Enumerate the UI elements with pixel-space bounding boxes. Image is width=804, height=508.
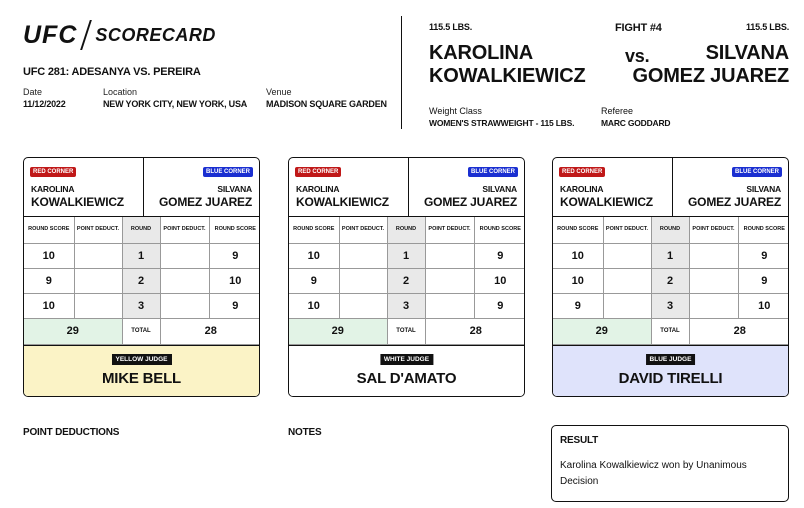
red-round-score: 10 — [24, 243, 74, 268]
score-header-row — [289, 217, 525, 243]
blue-round-score: 10 — [738, 293, 789, 318]
round-number: 3 — [387, 293, 425, 318]
judge-name: SAL D'AMATO — [356, 370, 457, 387]
round-row — [289, 243, 525, 268]
red-round-score: 10 — [24, 293, 74, 318]
header-red-point-deduct: POINT DEDUCT. — [74, 217, 122, 243]
judge-badge: BLUE JUDGE — [646, 354, 696, 365]
card-blue-fighter — [159, 184, 252, 209]
red-point-deduct — [74, 293, 122, 318]
header-blue-point-deduct: POINT DEDUCT. — [160, 217, 209, 243]
red-total: 29 — [553, 318, 651, 344]
header-round: ROUND — [651, 217, 689, 243]
weight-class-label: Weight Class — [429, 106, 482, 116]
judge-scorecard — [288, 157, 525, 397]
card-blue-last: GOMEZ JUAREZ — [159, 195, 252, 209]
header-round: ROUND — [387, 217, 425, 243]
header-divider — [401, 16, 402, 129]
header-red-round-score: ROUND SCORE — [553, 217, 603, 243]
score-table — [289, 217, 525, 345]
header-blue-round-score: ROUND SCORE — [209, 217, 260, 243]
header-round: ROUND — [122, 217, 160, 243]
total-label: TOTAL — [122, 318, 160, 344]
referee-label: Referee — [601, 106, 634, 116]
event-title: UFC 281: ADESANYA VS. PEREIRA — [23, 66, 201, 78]
referee-block — [601, 106, 670, 128]
red-point-deduct — [603, 293, 651, 318]
red-corner-badge: RED CORNER — [559, 167, 605, 177]
blue-point-deduct — [689, 243, 738, 268]
judge-name: DAVID TIRELLI — [618, 370, 723, 387]
judge-scorecard — [552, 157, 789, 397]
score-header-row — [24, 217, 260, 243]
venue-block — [266, 87, 387, 109]
judge-badge: WHITE JUDGE — [380, 354, 433, 365]
point-deductions-label: POINT DEDUCTIONS — [23, 427, 120, 438]
judge-area — [24, 345, 259, 397]
blue-point-deduct — [689, 293, 738, 318]
blue-round-score: 9 — [738, 243, 789, 268]
blue-round-score: 10 — [474, 268, 525, 293]
date-block — [23, 87, 66, 109]
round-row — [289, 293, 525, 318]
judge-area — [289, 345, 524, 397]
red-round-score: 10 — [553, 243, 603, 268]
header-blue-point-deduct: POINT DEDUCT. — [689, 217, 738, 243]
card-red-fighter — [560, 184, 653, 209]
red-point-deduct — [339, 268, 387, 293]
blue-total: 28 — [689, 318, 789, 344]
blue-total: 28 — [160, 318, 260, 344]
round-row — [24, 293, 260, 318]
red-total: 29 — [289, 318, 387, 344]
card-red-first: KAROLINA — [560, 184, 604, 194]
header-blue-round-score: ROUND SCORE — [474, 217, 525, 243]
blue-weight: 115.5 LBS. — [745, 22, 789, 32]
red-fighter-last: KOWALKIEWICZ — [429, 65, 586, 87]
card-red-fighter — [296, 184, 389, 209]
round-number: 2 — [387, 268, 425, 293]
blue-round-score: 9 — [738, 268, 789, 293]
blue-point-deduct — [425, 243, 474, 268]
blue-fighter-last: GOMEZ JUAREZ — [632, 65, 789, 87]
blue-round-score: 9 — [474, 293, 525, 318]
red-total: 29 — [24, 318, 122, 344]
blue-corner-badge: BLUE CORNER — [203, 167, 253, 177]
card-blue-last: GOMEZ JUAREZ — [688, 195, 781, 209]
weight-class-value: WOMEN'S STRAWWEIGHT - 115 LBS. — [429, 118, 575, 128]
score-table — [553, 217, 789, 345]
red-corner-badge: RED CORNER — [295, 167, 341, 177]
round-number: 1 — [651, 243, 689, 268]
blue-corner-badge: BLUE CORNER — [732, 167, 782, 177]
blue-point-deduct — [160, 243, 209, 268]
red-fighter-name — [429, 42, 585, 88]
round-row — [553, 243, 789, 268]
blue-point-deduct — [425, 293, 474, 318]
location-block — [103, 87, 247, 109]
blue-point-deduct — [160, 293, 209, 318]
date-label: Date — [23, 87, 43, 97]
round-number: 2 — [651, 268, 689, 293]
red-point-deduct — [74, 243, 122, 268]
card-blue-last: GOMEZ JUAREZ — [424, 195, 517, 209]
round-number: 3 — [122, 293, 160, 318]
judge-scorecard — [23, 157, 260, 397]
blue-fighter-name — [633, 42, 790, 88]
ufc-scorecard-logo — [23, 20, 216, 50]
fight-number: FIGHT #4 — [615, 22, 662, 34]
red-corner-badge: RED CORNER — [30, 167, 76, 177]
card-blue-first: SILVANA — [482, 184, 517, 194]
score-table — [24, 217, 260, 345]
red-round-score: 10 — [553, 268, 603, 293]
venue-label: Venue — [266, 87, 292, 97]
red-round-score: 9 — [553, 293, 603, 318]
card-blue-fighter — [424, 184, 517, 209]
red-fighter-first: KAROLINA — [429, 42, 533, 64]
header-red-point-deduct: POINT DEDUCT. — [603, 217, 651, 243]
result-text: Karolina Kowalkiewicz won by Unanimous Decision — [560, 460, 747, 487]
header-red-point-deduct: POINT DEDUCT. — [339, 217, 387, 243]
red-point-deduct — [339, 293, 387, 318]
red-weight: 115.5 LBS. — [429, 22, 473, 32]
card-corners — [289, 158, 524, 217]
total-label: TOTAL — [651, 318, 689, 344]
vs-label: vs. — [625, 46, 650, 66]
card-red-first: KAROLINA — [31, 184, 75, 194]
round-row — [289, 268, 525, 293]
red-point-deduct — [339, 243, 387, 268]
round-row — [24, 268, 260, 293]
corner-divider — [672, 158, 673, 217]
blue-round-score: 10 — [209, 268, 260, 293]
date-value: 11/12/2022 — [23, 99, 66, 109]
venue-value: MADISON SQUARE GARDEN — [266, 99, 387, 109]
red-point-deduct — [603, 243, 651, 268]
blue-point-deduct — [689, 268, 738, 293]
blue-round-score: 9 — [209, 243, 260, 268]
card-red-first: KAROLINA — [296, 184, 340, 194]
card-red-fighter — [31, 184, 124, 209]
red-round-score: 10 — [289, 243, 339, 268]
header-red-round-score: ROUND SCORE — [289, 217, 339, 243]
logo-divider — [81, 20, 93, 50]
round-row — [553, 268, 789, 293]
total-row — [289, 318, 525, 344]
header-blue-round-score: ROUND SCORE — [738, 217, 789, 243]
result-box — [551, 425, 789, 502]
card-red-last: KOWALKIEWICZ — [560, 195, 653, 209]
result-label: RESULT — [560, 435, 599, 446]
card-blue-fighter — [688, 184, 781, 209]
blue-corner-badge: BLUE CORNER — [468, 167, 518, 177]
location-value: NEW YORK CITY, NEW YORK, USA — [103, 99, 248, 109]
header-red-round-score: ROUND SCORE — [24, 217, 74, 243]
location-label: Location — [103, 87, 138, 97]
round-number: 3 — [651, 293, 689, 318]
judge-name: MIKE BELL — [101, 370, 182, 387]
corner-divider — [143, 158, 144, 217]
total-row — [553, 318, 789, 344]
card-blue-first: SILVANA — [217, 184, 252, 194]
notes-label: NOTES — [288, 427, 322, 438]
round-number: 1 — [122, 243, 160, 268]
red-round-score: 9 — [24, 268, 74, 293]
scorecard-title: SCORECARD — [95, 24, 216, 45]
card-red-last: KOWALKIEWICZ — [31, 195, 124, 209]
corner-divider — [408, 158, 409, 217]
blue-total: 28 — [425, 318, 525, 344]
red-round-score: 9 — [289, 268, 339, 293]
judge-area — [553, 345, 788, 397]
total-label: TOTAL — [387, 318, 425, 344]
total-row — [24, 318, 260, 344]
blue-point-deduct — [160, 268, 209, 293]
red-point-deduct — [603, 268, 651, 293]
weight-class-block — [429, 106, 574, 128]
header-blue-point-deduct: POINT DEDUCT. — [425, 217, 474, 243]
round-number: 2 — [122, 268, 160, 293]
blue-round-score: 9 — [209, 293, 260, 318]
judge-badge: YELLOW JUDGE — [111, 354, 171, 365]
blue-round-score: 9 — [474, 243, 525, 268]
ufc-logo: UFC — [23, 20, 78, 49]
card-corners — [24, 158, 259, 217]
round-row — [24, 243, 260, 268]
round-number: 1 — [387, 243, 425, 268]
round-row — [553, 293, 789, 318]
referee-value: MARC GODDARD — [601, 118, 671, 128]
red-point-deduct — [74, 268, 122, 293]
blue-fighter-first: SILVANA — [705, 42, 789, 64]
card-red-last: KOWALKIEWICZ — [296, 195, 389, 209]
card-blue-first: SILVANA — [746, 184, 781, 194]
red-round-score: 10 — [289, 293, 339, 318]
score-header-row — [553, 217, 789, 243]
blue-point-deduct — [425, 268, 474, 293]
card-corners — [553, 158, 788, 217]
